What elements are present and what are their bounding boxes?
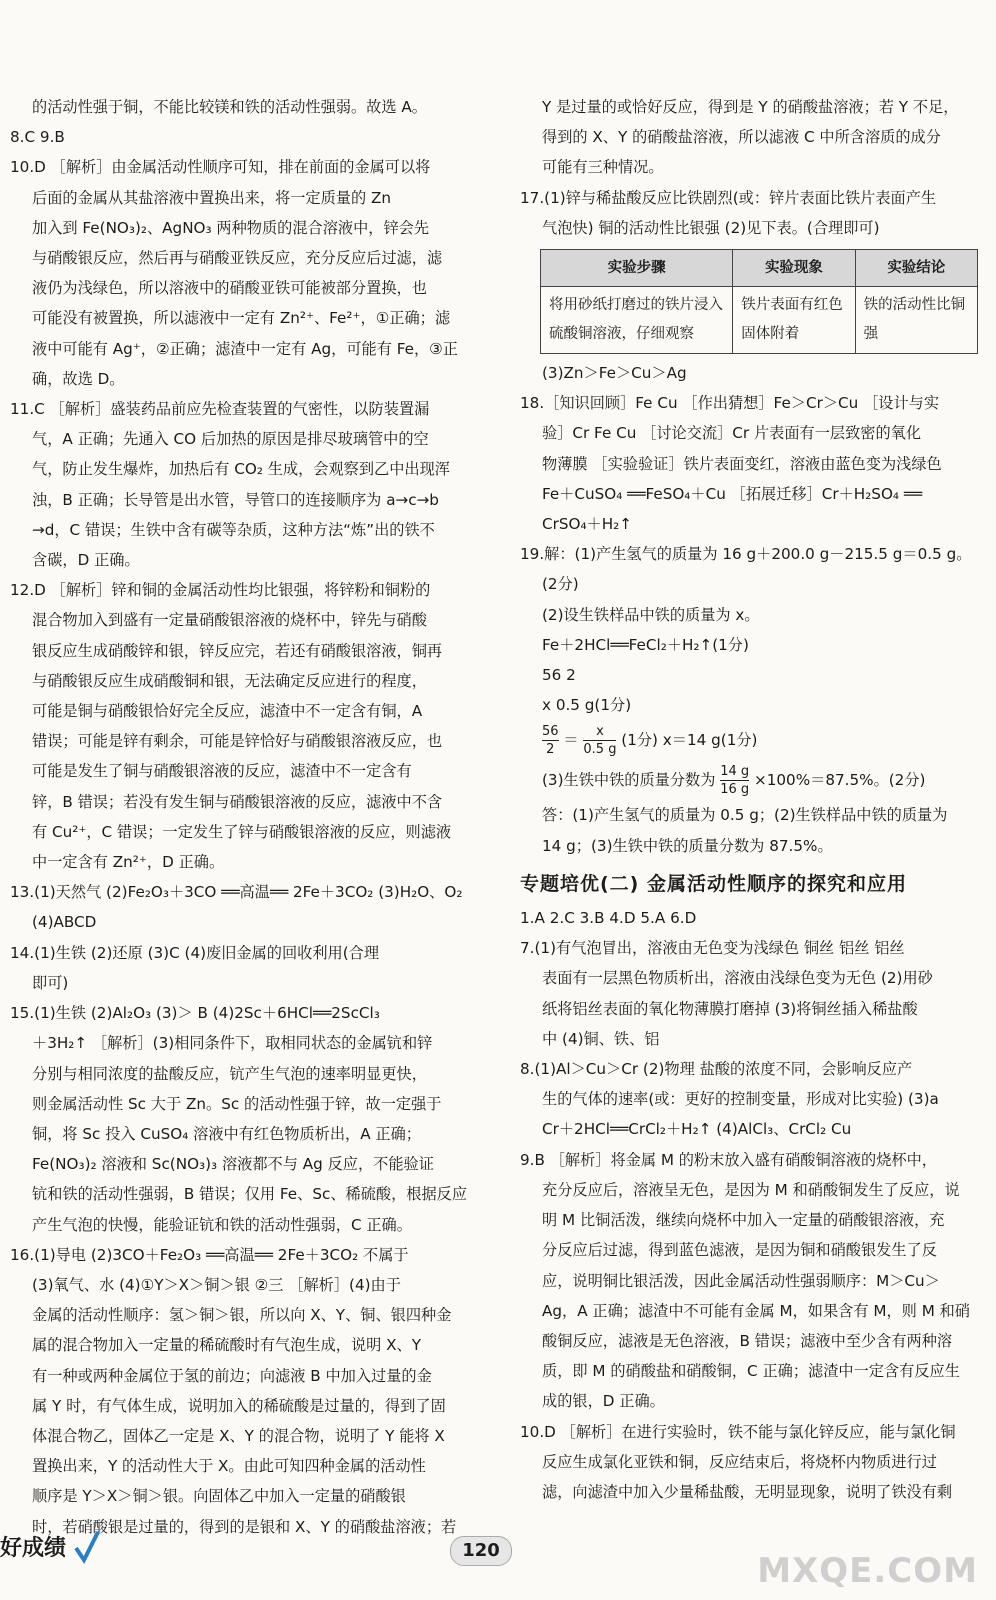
fraction-denominator: 0.5 g [583,742,617,758]
brand-logo [0,1528,100,1564]
text-line: 铜，将 Sc 投入 CuSO₄ 溶液中有红色物质析出，A 正确； [32,1124,421,1143]
text-line: 11.C ［解析］盛装药品前应先检查装置的气密性，以防装置漏 [10,400,430,419]
text-line: 成的银，D 正确。 [542,1392,665,1411]
text-line: 与硝酸银反应生成硝酸铜和银，无法确定反应进行的程度， [32,671,427,690]
text-line: 气泡快) 铜的活动性比银强 (2)见下表。(合理即可) [542,218,880,237]
text-line: 10.D ［解析］在进行实验时，铁不能与氯化锌反应，能与氯化铜 [520,1422,956,1441]
text-line: 可能是发生了铜与硝酸银溶液的反应，滤渣中不一定含有 [32,762,412,781]
mass-fraction-pre: (3)生铁中铁的质量分数为 [542,771,716,790]
text-line: 12.D ［解析］锌和铜的金属活动性均比银强，将锌粉和铜粉的 [10,581,431,600]
text-line: 应，说明铜比银活泼，因此金属活动性强弱顺序：M＞Cu＞ [542,1271,940,1290]
table-cell: 铁的活动性比铜强 [855,287,977,354]
text-line: 物薄膜 ［实验验证］铁片表面变红，溶液由蓝色变为浅绿色 [542,454,942,473]
text-line: 产生气泡的快慢，能验证钪和铁的活动性强弱，C 正确。 [32,1215,412,1234]
text-line: 18.［知识回顾］Fe Cu ［作出猜想］Fe＞Cr＞Cu ［设计与实 [520,394,940,413]
text-line: 确，故选 D。 [32,369,125,388]
text-line: 分别与相同浓度的盐酸反应，钪产生气泡的速率明显更快， [32,1064,427,1083]
table-header: 实验结论 [855,250,977,287]
text-line: 顺序是 Y＞X＞铜＞银。向固体乙中加入一定量的硝酸银 [32,1487,406,1506]
text-line: 答：(1)产生氢气的质量为 0.5 g；(2)生铁样品中铁的质量为 [542,806,948,825]
text-line: 有 Cu²⁺，C 错误；一定发生了锌与硝酸银溶液的反应，则滤液 [32,822,452,841]
text-line: (3)Zn＞Fe＞Cu＞Ag [542,364,687,383]
text-line: (2分) [542,575,579,594]
text-line: 置换出来，Y 的活动性大于 X。由此可知四种金属的活动性 [32,1457,426,1476]
fraction-56-2 [542,723,559,758]
text-line: 错误；可能是锌有剩余，可能是锌恰好与硝酸银溶液反应，也 [32,732,443,751]
text-line: 后面的金属从其盐溶液中置换出来，将一定质量的 Zn [32,188,391,207]
text-line: 16.(1)导电 (2)3CO＋Fe₂O₃ ══高温══ 2Fe＋3CO₂ 不属于 [10,1245,409,1264]
table-cell: 将用砂纸打磨过的铁片浸入硫酸铜溶液，仔细观察 [541,287,733,354]
text-line: 则金属活动性 Sc 大于 Zn。Sc 的活动性强于锌，故一定强于 [32,1094,442,1113]
text-line: 充分反应后，溶液呈无色，是因为 M 和硝酸铜发生了反应，说 [542,1180,960,1199]
table-row [541,287,978,354]
text-line: 加入到 Fe(NO₃)₂、AgNO₃ 两种物质的混合溶液中，锌会先 [32,218,430,237]
text-line: 质，即 M 的硝酸盐和硝酸铜，C 正确；滤渣中一定含有反应生 [542,1362,960,1381]
fraction-denominator: 16 g [720,782,750,798]
section-title: 专题培优(二) 金属活动性顺序的探究和应用 [520,872,907,895]
text-line: x 0.5 g(1分) [542,696,632,715]
text-line: Fe＋2HCl══FeCl₂＋H₂↑(1分) [542,635,749,654]
right-top-block [520,92,982,243]
text-line: 56 2 [542,666,576,685]
left-column [10,92,496,1542]
fraction-numerator: 14 g [720,764,750,780]
right-column [520,92,982,1507]
proportion-equation [520,720,982,760]
text-line: 中 (4)铜、铁、铝 [542,1029,660,1048]
text-line: 的活动性强于铜，不能比较镁和铁的活动性强弱。故选 A。 [32,98,427,116]
text-line: 19.解：(1)产生氢气的质量为 16 g＋200.0 g－215.5 g＝0.5 g。 [520,545,972,564]
text-line: 8.(1)Al＞Cu＞Cr (2)物理 盐酸的浓度不同，会影响反应产 [520,1060,913,1079]
text-line: 中一定含有 Zn²⁺，D 正确。 [32,853,225,872]
fraction-numerator: 56 [542,724,559,740]
text-line: 13.(1)天然气 (2)Fe₂O₃＋3CO ══高温══ 2Fe＋3CO₂ (3)H₂O、O₂ [10,883,463,902]
text-line: 体混合物乙，固体乙一定是 X、Y 的混合物，说明了 Y 能将 X [32,1426,445,1445]
fraction-x-05g [583,723,616,758]
text-line: 银反应生成硝酸锌和银，锌反应完，若还有硝酸银溶液，铜再 [32,641,443,660]
text-line: 属的混合物加入一定量的稀硫酸时有气泡生成，说明 X、Y [32,1336,422,1355]
text-line: 时，若硝酸银是过量的，得到的是银和 X、Y 的硝酸盐溶液；若 [32,1517,457,1536]
text-line: 8.C 9.B [10,128,65,147]
experiment-table-wrap [540,249,982,354]
text-line: 14.(1)生铁 (2)还原 (3)C (4)废旧金属的回收利用(合理 [10,943,380,962]
text-line: 7.(1)有气泡冒出，溶液由无色变为浅绿色 铜丝 铝丝 铝丝 [520,939,905,958]
table-cell: 铁片表面有红色固体附着 [733,287,855,354]
text-line: 15.(1)生铁 (2)Al₂O₃ (3)＞ B (4)2Sc＋6HCl══2ScCl₃ [10,1004,380,1023]
text-line: 混合物加入到盛有一定量硝酸银溶液的烧杯中，锌先与硝酸 [32,611,427,630]
text-line: 表面有一层黑色物质析出，溶液由浅绿色变为无色 (2)用砂 [542,969,933,988]
text-line: ＋3H₂↑ ［解析］(3)相同条件下，取相同状态的金属钪和锌 [32,1034,433,1053]
text-line: 金属的活动性顺序：氢＞铜＞银，所以向 X、Y、铜、银四种金 [32,1306,452,1325]
text-line: →d，C 错误；生铁中含有碳等杂质，这种方法“炼”出的铁不 [32,520,435,539]
table-header-row [541,250,978,287]
text-line: 得到的 X、Y 的硝酸盐溶液，所以滤液 C 中所含溶质的成分 [542,128,941,147]
table-header: 实验步骤 [541,250,733,287]
fraction-denominator: 2 [542,740,559,758]
equals-sign: ＝ [563,731,579,750]
text-line: Ag，A 正确；滤渣中不可能有金属 M，如果含有 M，则 M 和硝 [542,1301,970,1320]
text-line: 钪和铁的活动性强弱，B 错误；仅用 Fe、Sc、稀硫酸，根据反应 [32,1185,468,1204]
text-line: 可能是铜与硝酸银恰好完全反应，滤渣中不一定含有铜，A [32,702,423,721]
experiment-table [540,249,978,354]
right-bottom-block [520,903,982,1507]
text-line: Fe(NO₃)₂ 溶液和 Sc(NO₃)₃ 溶液都不与 Ag 反应，不能验证 [32,1155,434,1174]
text-line: 14 g；(3)生铁中铁的质量分数为 87.5%。 [542,836,833,855]
right-mid-block [520,358,982,720]
table-header: 实验现象 [733,250,855,287]
text-line: 可能有三种情况。 [542,158,664,177]
text-line: 气，防止发生爆炸，加热后有 CO₂ 生成，会观察到乙中出现浑 [32,460,450,479]
answer-block [520,800,982,860]
text-line: 可能没有被置换，所以滤液中一定有 Zn²⁺、Fe²⁺，①正确；滤 [32,309,451,328]
text-line: CrSO₄＋H₂↑ [542,515,632,534]
text-line: 反应生成氯化亚铁和铜，反应结束后，将烧杯内物质进行过 [542,1452,937,1471]
text-line: 即可) [32,973,69,992]
text-line: 有一种或两种金属位于氢的前边；向滤液 B 中加入过量的金 [32,1366,432,1385]
text-line: 锌，B 错误；若没有发生铜与硝酸银溶液的反应，滤液中不含 [32,792,443,811]
text-line: 明 M 比铜活泼，继续向烧杯中加入一定量的硝酸银溶液，充 [542,1211,945,1230]
brand-text: 好成绩 [0,1535,67,1561]
text-line: 验］Cr Fe Cu ［讨论交流］Cr 片表面有一层致密的氧化 [542,424,922,443]
text-line: Cr＋2HCl══CrCl₂＋H₂↑ (4)AlCl₃、CrCl₂ Cu [542,1120,852,1139]
text-line: (4)ABCD [32,913,97,932]
text-line: 酸铜反应，滤液是无色溶液，B 错误；滤液中至少含有两种溶 [542,1331,953,1350]
text-line: 10.D ［解析］由金属活动性顺序可知，排在前面的金属可以将 [10,158,431,177]
page-number: 120 [450,1536,512,1566]
text-line: 1.A 2.C 3.B 4.D 5.A 6.D [520,909,697,928]
mass-fraction-post: ×100%＝87.5%。(2分) [753,771,926,790]
text-line: Y 是过量的或恰好反应，得到是 Y 的硝酸盐溶液；若 Y 不足， [542,98,959,116]
text-line: 含碳，D 正确。 [32,551,140,570]
text-line: 滤，向滤渣中加入少量稀盐酸，无明显现象，说明了铁没有剩 [542,1482,953,1501]
text-line: 气，A 正确；先通入 CO 后加热的原因是排尽玻璃管中的空 [32,430,429,449]
equation-tail: (1分) x＝14 g(1分) [621,731,758,750]
text-line: 与硝酸银反应，然后再与硝酸亚铁反应，充分反应后过滤，滤 [32,249,443,268]
text-line: (2)设生铁样品中铁的质量为 x。 [542,605,760,624]
text-line: 液仍为浅绿色，所以溶液中的硝酸亚铁可能被部分置换，也 [32,279,427,298]
mass-fraction-line [520,760,982,800]
text-line: 液中可能有 Ag⁺，②正确；滤渣中一定有 Ag，可能有 Fe，③正 [32,339,458,358]
text-line: Fe＋CuSO₄ ══FeSO₄＋Cu ［拓展迁移］Cr＋H₂SO₄ ══ [542,484,923,503]
text-line: 9.B ［解析］将金属 M 的粉末放入盛有硝酸铜溶液的烧杯中， [520,1150,937,1169]
watermark: MXQE.COM [757,1550,978,1591]
fraction-numerator: x [596,724,604,740]
text-line: 浊，B 正确；长导管是出水管，导管口的连接顺序为 a→c→b [32,490,439,509]
text-line: 纸将铝丝表面的氧化物薄膜打磨掉 (3)将铜丝插入稀盐酸 [542,999,918,1018]
fraction-14-16 [720,763,749,798]
text-line: 分反应后过滤，得到蓝色滤液，是因为铜和硝酸银发生了反 [542,1241,937,1260]
checkmark-icon [74,1528,100,1564]
text-line: 17.(1)锌与稀盐酸反应比铁剧烈(或：锌片表面比铁片表面产生 [520,188,937,207]
text-line: (3)氧气、水 (4)①Y＞X＞铜＞银 ②三 ［解析］(4)由于 [32,1275,401,1294]
text-line: 生的气体的速率(或：更好的控制变量，形成对比实验) (3)a [542,1090,939,1109]
text-line: 属 Y 时，有气体生成，说明加入的稀硫酸是过量的，得到了固 [32,1396,446,1415]
